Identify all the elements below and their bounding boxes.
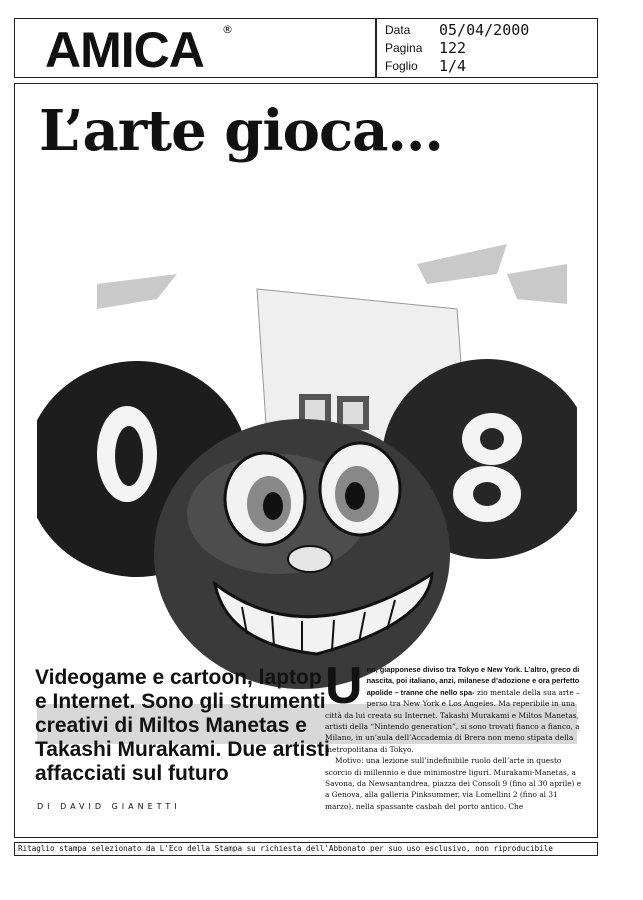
meta-value-pagina: 122 [439, 39, 467, 57]
publication-logo: AMICA [45, 22, 204, 78]
drop-cap: U [325, 657, 363, 715]
article-title: L’arte gioca... [39, 98, 443, 164]
mouse-balloon-photo [37, 184, 577, 744]
clipping-footer-note: Ritaglio stampa selezionato da L'Eco della Stampa su richiesta dell'Abbonato per suo uso esclusivo, non riproducibile [14, 842, 598, 856]
article-paragraph-1: zio mentale della sua arte – perso tra New York e Los Angeles. Ma reperibile in una città da lui creata su Internet. Takashi Murakami e Miltos Manetas, artisti della “Nintendo generation”, si sono trovati fianco a fianco, a Milano, in un’aula dell’Accademia di Brera non meno stipata della metropolitana di Tokyo. [325, 687, 580, 754]
registered-mark: ® [222, 23, 233, 36]
article-paragraph-2: Motivo: una lezione sull’indefinibile ruolo dell’arte in questo scorcio di millennio e due minimostre liguri. Murakami-Manetas, a Savona, da Newsantandrea, piazza dei Consoli 9 (fino al 30 aprile) e a Genova, alla galleria Pinksummer, via Lomellini 2 (fino al 31 marzo), nella spassante casbah del porto antico. Che [325, 756, 582, 811]
masthead-box [14, 18, 376, 78]
article-intro: no, giapponese diviso tra Tokyo e New York. L’altro, greco di nascita, poi italiano, anzi, milanese d’adozione e ora perfetto apolide – tranne che nello spa- [366, 665, 580, 697]
meta-label-data: Data [385, 23, 411, 37]
article-headline: Videogame e cartoon, laptop e Internet. Sono gli strumenti creativi di Miltos Manetas e Takashi Murakami. Due artisti affacciati sul futuro [35, 666, 330, 785]
meta-value-foglio: 1/4 [439, 57, 467, 75]
meta-label-foglio: Foglio [385, 59, 418, 73]
meta-label-pagina: Pagina [385, 41, 423, 55]
clipping-meta-box [376, 18, 598, 78]
article-page [14, 83, 598, 838]
article-byline: DI DAVID GIANETTI [37, 802, 181, 811]
meta-value-data: 05/04/2000 [439, 21, 530, 39]
article-body [325, 657, 587, 812]
